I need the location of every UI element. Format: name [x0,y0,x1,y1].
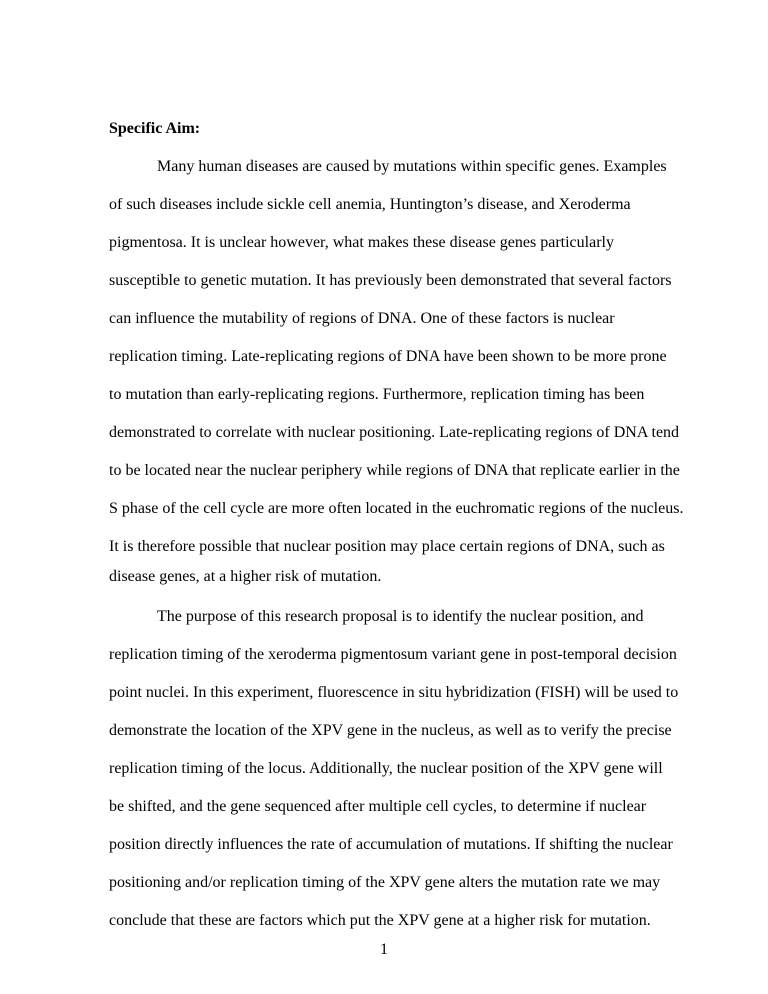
paragraph-2-line-4: demonstrate the location of the XPV gene in the nucleus, as well as to verify the precise [109,722,672,739]
paragraph-2-line-7: position directly influences the rate of accumulation of mutations. If shifting the nuclear [109,836,673,853]
paragraph-1-line-8: demonstrated to correlate with nuclear positioning. Late-replicating regions of DNA tend [109,424,680,441]
paragraph-1-line-6: replication timing. Late-replicating regions of DNA have been shown to be more prone [109,348,667,365]
paragraph-1-line-12: disease genes, at a higher risk of mutation. [109,568,382,585]
paragraph-1-line-5: can influence the mutability of regions of DNA. One of these factors is nuclear [109,310,615,327]
page-number: 1 [380,941,388,958]
paragraph-2-line-5: replication timing of the locus. Additionally, the nuclear position of the XPV gene will [109,760,663,777]
paragraph-1-line-10: S phase of the cell cycle are more often located in the euchromatic regions of the nucleus. [109,500,684,517]
paragraph-2-line-3: point nuclei. In this experiment, fluorescence in situ hybridization (FISH) will be used to [109,684,679,701]
paragraph-1-line-7: to mutation than early-replicating regions. Furthermore, replication timing has been [109,386,645,403]
paragraph-2-line-2: replication timing of the xeroderma pigmentosum variant gene in post-temporal decision [109,646,677,663]
paragraph-1-line-9: to be located near the nuclear periphery while regions of DNA that replicate earlier in the [109,462,680,479]
paragraph-1-line-2: of such diseases include sickle cell anemia, Huntington’s disease, and Xeroderma [109,196,631,213]
paragraph-2-line-8: positioning and/or replication timing of the XPV gene alters the mutation rate we may [109,874,661,891]
paragraph-2-line-6: be shifted, and the gene sequenced after multiple cell cycles, to determine if nuclear [109,798,647,815]
section-heading: Specific Aim: [109,120,201,137]
paragraph-1-line-11: It is therefore possible that nuclear position may place certain regions of DNA, such as [109,538,665,555]
paragraph-2-line-1: The purpose of this research proposal is to identify the nuclear position, and [157,608,644,625]
paragraph-2-line-9: conclude that these are factors which put the XPV gene at a higher risk for mutation. [109,912,651,929]
paragraph-1-line-3: pigmentosa. It is unclear however, what makes these disease genes particularly [109,234,614,251]
paragraph-1-line-1: Many human diseases are caused by mutations within specific genes. Examples [157,158,667,175]
paragraph-1-line-4: susceptible to genetic mutation. It has previously been demonstrated that several factors [109,272,672,289]
